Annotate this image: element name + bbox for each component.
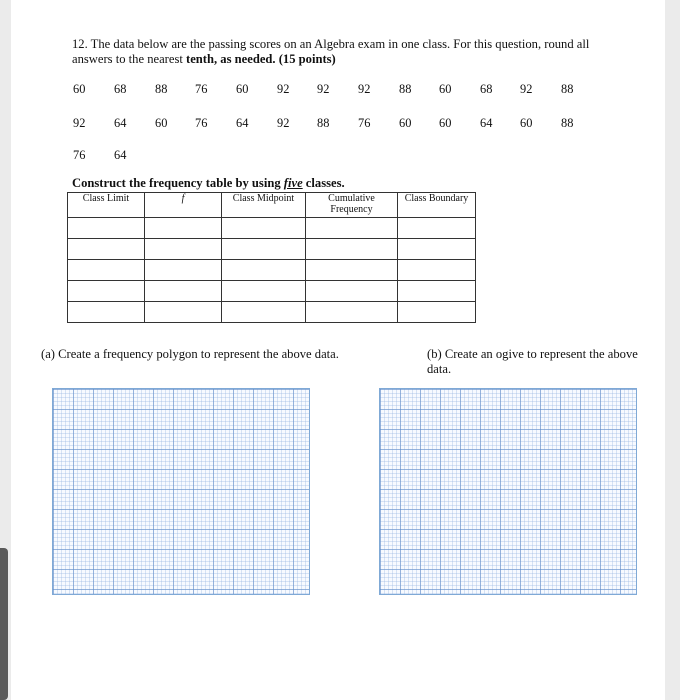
score-value: 60 [439,82,452,96]
frequency-table [67,192,476,323]
worksheet-page [11,0,665,700]
score-value: 88 [155,82,168,96]
part-b-prompt: (b) Create an ogive to represent the above data. [427,347,638,376]
table-cell[interactable] [306,218,398,239]
table-cell[interactable] [306,281,398,302]
part-a-prompt: (a) Create a frequency polygon to represent the above data. [41,347,339,361]
table-cell[interactable] [222,281,306,302]
score-value: 76 [358,116,371,130]
table-cell[interactable] [306,260,398,281]
score-value: 76 [73,148,86,162]
score-value: 92 [277,82,290,96]
table-cell[interactable] [398,239,476,260]
table-cell[interactable] [145,281,222,302]
question-text: 12. The data below are the passing scores on an Algebra exam in one class. For this question, round all answers to the nearest tenth, as needed. (15 points) [72,37,590,66]
score-value: 88 [561,82,574,96]
header-class-boundary: Class Boundary [398,193,476,218]
score-value: 60 [236,82,249,96]
score-value: 60 [399,116,412,130]
table-cell[interactable] [145,302,222,323]
score-value: 68 [480,82,493,96]
table-cell[interactable] [145,260,222,281]
header-class-midpoint: Class Midpoint [222,193,306,218]
score-value: 88 [561,116,574,130]
table-cell[interactable] [398,281,476,302]
table-cell[interactable] [68,239,145,260]
score-value: 76 [195,82,208,96]
table-instruction: Construct the frequency table by using five classes. [72,176,345,190]
header-class-limit: Class Limit [68,193,145,218]
table-row [68,281,476,302]
score-value: 92 [277,116,290,130]
table-cell[interactable] [398,260,476,281]
table-row [68,218,476,239]
score-value: 88 [399,82,412,96]
score-value: 60 [520,116,533,130]
score-value: 92 [317,82,330,96]
graph-paper-frequency-polygon[interactable] [52,388,310,595]
table-cell[interactable] [222,260,306,281]
score-value: 76 [195,116,208,130]
table-cell[interactable] [398,302,476,323]
window-edge [0,548,8,700]
scores-row-3 [73,148,593,164]
table-cell[interactable] [145,239,222,260]
table-cell[interactable] [306,302,398,323]
score-value: 60 [439,116,452,130]
table-row [68,302,476,323]
table-row [68,260,476,281]
table-cell[interactable] [222,239,306,260]
table-header-row [68,193,476,218]
score-value: 92 [520,82,533,96]
score-value: 92 [358,82,371,96]
scores-row-2 [73,116,593,132]
graph-paper-ogive[interactable] [379,388,637,595]
table-cell[interactable] [68,260,145,281]
table-cell[interactable] [145,218,222,239]
table-cell[interactable] [68,218,145,239]
scores-row-1 [73,82,593,98]
score-value: 68 [114,82,127,96]
score-value: 64 [480,116,493,130]
table-cell[interactable] [68,302,145,323]
table-row [68,239,476,260]
score-value: 60 [155,116,168,130]
header-frequency: f [145,193,222,218]
score-value: 64 [114,148,127,162]
table-cell[interactable] [222,218,306,239]
table-cell[interactable] [222,302,306,323]
table-cell[interactable] [306,239,398,260]
table-cell[interactable] [398,218,476,239]
score-value: 88 [317,116,330,130]
score-value: 60 [73,82,86,96]
score-value: 64 [236,116,249,130]
score-value: 64 [114,116,127,130]
score-value: 92 [73,116,86,130]
table-cell[interactable] [68,281,145,302]
header-cumulative-frequency: Cumulative Frequency [306,193,398,218]
